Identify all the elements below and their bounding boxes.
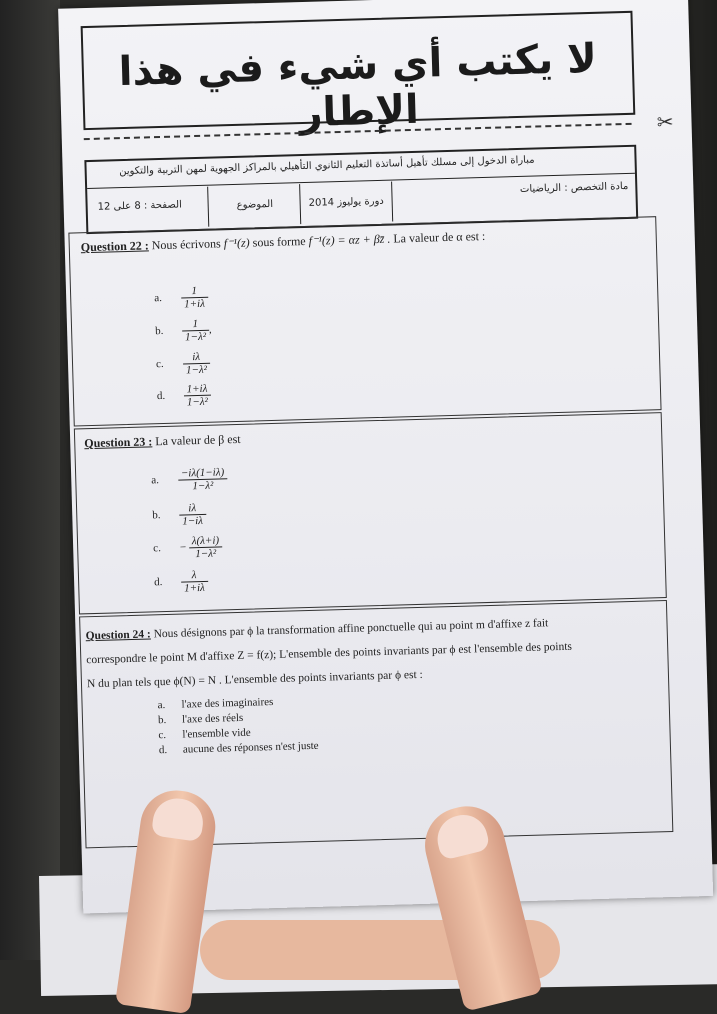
fraction-numerator: 1 bbox=[182, 318, 209, 332]
question-23-option-c bbox=[153, 534, 223, 561]
question-24-line-2: correspondre le point M d'affixe Z = f(z); L'ensemble des points invariants par ϕ est l'ensemble des points bbox=[86, 632, 672, 672]
option-text: l'axe des réels bbox=[182, 712, 244, 726]
exam-title: مباراة الدخول إلى مسلك تأهيل أساتذة التعليم الثانوي التأهيلي بالمراكز الجهوية لمهن التربية والتكوين bbox=[119, 155, 535, 178]
option-fraction bbox=[183, 383, 211, 409]
option-letter: a. bbox=[151, 474, 175, 487]
specialty-cell bbox=[391, 175, 637, 222]
option-letter: b. bbox=[155, 325, 179, 338]
fraction-denominator: 1−iλ bbox=[179, 515, 206, 528]
question-22-fx: f⁻¹(z) bbox=[224, 236, 250, 251]
option-letter: d. bbox=[159, 743, 183, 759]
subject-label: الموضوع bbox=[237, 199, 274, 211]
option-fraction bbox=[189, 534, 223, 560]
fraction-numerator: −iλ(1−iλ) bbox=[178, 466, 228, 480]
exam-paper bbox=[58, 0, 713, 913]
option-letter: c. bbox=[156, 358, 180, 371]
question-22-formula: f⁻¹(z) = αz + βz̄ . bbox=[308, 232, 390, 248]
fingernail bbox=[151, 795, 206, 842]
option-fraction bbox=[179, 502, 206, 528]
question-23-option-a bbox=[151, 466, 228, 493]
fraction-denominator: 1−λ² bbox=[183, 364, 210, 377]
option-fraction bbox=[182, 351, 210, 377]
option-fraction bbox=[178, 466, 228, 492]
background-left bbox=[0, 0, 60, 960]
question-22-option-a bbox=[154, 285, 208, 311]
fraction-numerator: iλ bbox=[179, 502, 206, 516]
question-22-text-a: Nous écrivons bbox=[152, 236, 221, 252]
session-label: دورة يوليوز 2014 bbox=[308, 196, 383, 209]
question-22-option-d bbox=[157, 383, 211, 409]
page-number: الصفحة : 8 على 12 bbox=[98, 199, 182, 212]
option-text: aucune des réponses n'est juste bbox=[183, 740, 319, 756]
question-22-text-b: sous forme bbox=[252, 234, 305, 249]
question-22-option-c bbox=[156, 351, 210, 377]
fraction-numerator: iλ bbox=[182, 351, 209, 365]
option-suffix: , bbox=[209, 324, 212, 336]
option-letter: d. bbox=[154, 576, 178, 589]
page-cell bbox=[87, 187, 208, 230]
option-letter: b. bbox=[152, 509, 176, 522]
question-23-option-b bbox=[152, 502, 206, 528]
option-letter: c. bbox=[158, 728, 182, 744]
fraction-denominator: 1+iλ bbox=[181, 582, 208, 595]
fraction-numerator: λ bbox=[181, 569, 208, 583]
option-fraction bbox=[182, 318, 210, 344]
fraction-denominator: 1−λ² bbox=[184, 396, 211, 409]
subject-cell bbox=[207, 184, 301, 227]
option-letter: b. bbox=[158, 713, 182, 729]
option-letter: c. bbox=[153, 542, 177, 555]
option-letter: a. bbox=[154, 292, 178, 305]
option-letter: a. bbox=[157, 698, 181, 714]
question-22-text-c: La valeur de α est : bbox=[393, 229, 485, 246]
question-23-option-d bbox=[154, 569, 208, 595]
fraction-denominator: 1+iλ bbox=[181, 298, 208, 311]
fraction-numerator: λ(λ+i) bbox=[189, 534, 223, 548]
question-24-options bbox=[157, 694, 318, 758]
session-cell bbox=[299, 182, 393, 225]
question-24-line-1-text: Nous désignons par ϕ la transformation affine ponctuelle qui au point m d'affixe z fait bbox=[154, 617, 549, 640]
fraction-denominator: 1−λ² bbox=[182, 331, 209, 344]
question-23-text: La valeur de β est bbox=[155, 432, 241, 448]
fraction-denominator: 1−λ² bbox=[189, 547, 223, 560]
option-prefix: − bbox=[180, 541, 187, 553]
option-text: l'ensemble vide bbox=[182, 727, 251, 741]
question-24-label: Question 24 : bbox=[85, 628, 150, 642]
question-24-line-3: N du plan tels que ϕ(N) = N . L'ensemble des points invariants par ϕ est : bbox=[87, 656, 673, 696]
do-not-write-frame bbox=[81, 11, 636, 130]
question-22-option-b bbox=[155, 318, 212, 345]
fingernail bbox=[433, 810, 491, 861]
question-22-label: Question 22 : bbox=[81, 238, 149, 254]
scissors-icon: ✂ bbox=[656, 110, 673, 135]
question-23-label: Question 23 : bbox=[84, 434, 152, 450]
option-fraction bbox=[181, 285, 208, 311]
specialty-label: مادة التخصص : الرياضيات bbox=[520, 181, 629, 195]
option-fraction bbox=[181, 569, 208, 595]
fraction-numerator: 1 bbox=[181, 285, 208, 299]
fraction-numerator: 1+iλ bbox=[183, 383, 210, 397]
do-not-write-text: لا يكتب أي شيء في هذا الإطار bbox=[83, 35, 633, 142]
fraction-denominator: 1−λ² bbox=[178, 479, 228, 492]
option-text: l'axe des imaginaires bbox=[181, 696, 273, 711]
option-letter: d. bbox=[157, 390, 181, 403]
